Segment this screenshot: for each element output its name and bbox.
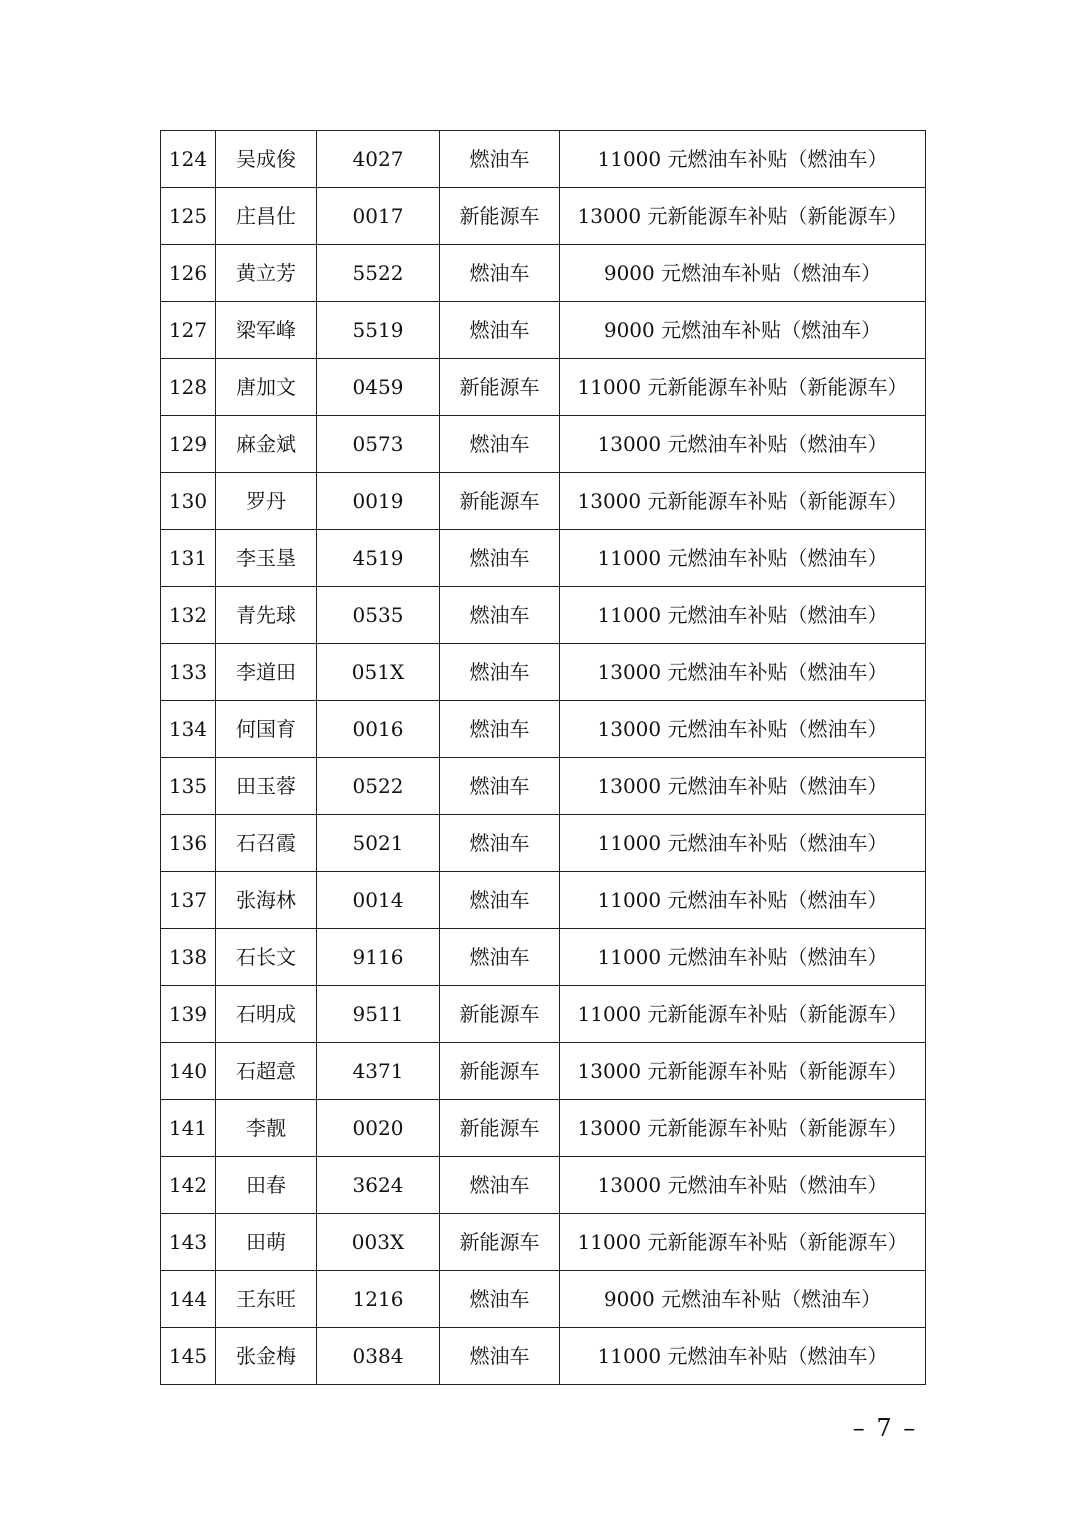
vehicle-type-cell: 燃油车 (440, 644, 560, 701)
name-cell: 罗丹 (216, 473, 317, 530)
row-index-cell: 132 (161, 587, 216, 644)
row-index-cell: 125 (161, 188, 216, 245)
vehicle-type-cell: 新能源车 (440, 986, 560, 1043)
vehicle-type-cell: 燃油车 (440, 872, 560, 929)
row-index-cell: 135 (161, 758, 216, 815)
subsidy-cell: 11000 元新能源车补贴（新能源车） (560, 359, 926, 416)
table-row (161, 188, 926, 245)
subsidy-cell: 11000 元燃油车补贴（燃油车） (560, 815, 926, 872)
subsidy-cell: 11000 元新能源车补贴（新能源车） (560, 986, 926, 1043)
name-cell: 庄昌仕 (216, 188, 317, 245)
name-cell: 李靓 (216, 1100, 317, 1157)
page-number: – 7 – (852, 1414, 918, 1442)
vehicle-type-cell: 燃油车 (440, 929, 560, 986)
table-row (161, 587, 926, 644)
table-body (161, 131, 926, 1385)
subsidy-cell: 13000 元燃油车补贴（燃油车） (560, 1157, 926, 1214)
table-row (161, 758, 926, 815)
vehicle-type-cell: 燃油车 (440, 131, 560, 188)
id-suffix-cell: 3624 (317, 1157, 440, 1214)
vehicle-type-cell: 燃油车 (440, 302, 560, 359)
vehicle-type-cell: 燃油车 (440, 1328, 560, 1385)
vehicle-type-cell: 燃油车 (440, 587, 560, 644)
row-index-cell: 136 (161, 815, 216, 872)
subsidy-cell: 13000 元新能源车补贴（新能源车） (560, 1043, 926, 1100)
id-suffix-cell: 0384 (317, 1328, 440, 1385)
vehicle-type-cell: 燃油车 (440, 1271, 560, 1328)
subsidy-cell: 9000 元燃油车补贴（燃油车） (560, 245, 926, 302)
table-row (161, 644, 926, 701)
subsidy-cell: 11000 元燃油车补贴（燃油车） (560, 587, 926, 644)
subsidy-cell: 11000 元燃油车补贴（燃油车） (560, 872, 926, 929)
vehicle-type-cell: 燃油车 (440, 530, 560, 587)
vehicle-type-cell: 新能源车 (440, 359, 560, 416)
id-suffix-cell: 4519 (317, 530, 440, 587)
name-cell: 吴成俊 (216, 131, 317, 188)
name-cell: 李道田 (216, 644, 317, 701)
name-cell: 田萌 (216, 1214, 317, 1271)
name-cell: 石长文 (216, 929, 317, 986)
id-suffix-cell: 051X (317, 644, 440, 701)
table-row (161, 1100, 926, 1157)
id-suffix-cell: 9116 (317, 929, 440, 986)
id-suffix-cell: 1216 (317, 1271, 440, 1328)
row-index-cell: 137 (161, 872, 216, 929)
subsidy-cell: 9000 元燃油车补贴（燃油车） (560, 1271, 926, 1328)
table-row (161, 530, 926, 587)
vehicle-type-cell: 燃油车 (440, 815, 560, 872)
vehicle-type-cell: 燃油车 (440, 416, 560, 473)
name-cell: 石明成 (216, 986, 317, 1043)
id-suffix-cell: 0573 (317, 416, 440, 473)
name-cell: 梁军峰 (216, 302, 317, 359)
table-row (161, 359, 926, 416)
id-suffix-cell: 0014 (317, 872, 440, 929)
table-row (161, 872, 926, 929)
table-row (161, 302, 926, 359)
row-index-cell: 140 (161, 1043, 216, 1100)
table-row (161, 473, 926, 530)
row-index-cell: 126 (161, 245, 216, 302)
name-cell: 石超意 (216, 1043, 317, 1100)
row-index-cell: 134 (161, 701, 216, 758)
id-suffix-cell: 003X (317, 1214, 440, 1271)
id-suffix-cell: 4371 (317, 1043, 440, 1100)
name-cell: 张金梅 (216, 1328, 317, 1385)
row-index-cell: 142 (161, 1157, 216, 1214)
id-suffix-cell: 0535 (317, 587, 440, 644)
subsidy-cell: 11000 元燃油车补贴（燃油车） (560, 131, 926, 188)
row-index-cell: 141 (161, 1100, 216, 1157)
subsidy-cell: 13000 元新能源车补贴（新能源车） (560, 473, 926, 530)
name-cell: 田玉蓉 (216, 758, 317, 815)
subsidy-cell: 13000 元新能源车补贴（新能源车） (560, 188, 926, 245)
vehicle-type-cell: 新能源车 (440, 473, 560, 530)
vehicle-type-cell: 燃油车 (440, 245, 560, 302)
id-suffix-cell: 0020 (317, 1100, 440, 1157)
row-index-cell: 144 (161, 1271, 216, 1328)
id-suffix-cell: 0016 (317, 701, 440, 758)
table-row (161, 1214, 926, 1271)
name-cell: 麻金斌 (216, 416, 317, 473)
vehicle-type-cell: 燃油车 (440, 758, 560, 815)
name-cell: 何国育 (216, 701, 317, 758)
id-suffix-cell: 9511 (317, 986, 440, 1043)
name-cell: 唐加文 (216, 359, 317, 416)
id-suffix-cell: 0459 (317, 359, 440, 416)
id-suffix-cell: 4027 (317, 131, 440, 188)
vehicle-type-cell: 新能源车 (440, 1214, 560, 1271)
name-cell: 田春 (216, 1157, 317, 1214)
vehicle-type-cell: 燃油车 (440, 1157, 560, 1214)
subsidy-cell: 11000 元燃油车补贴（燃油车） (560, 530, 926, 587)
name-cell: 石召霞 (216, 815, 317, 872)
row-index-cell: 124 (161, 131, 216, 188)
subsidy-cell: 13000 元新能源车补贴（新能源车） (560, 1100, 926, 1157)
subsidy-cell: 13000 元燃油车补贴（燃油车） (560, 758, 926, 815)
subsidy-cell: 9000 元燃油车补贴（燃油车） (560, 302, 926, 359)
vehicle-type-cell: 新能源车 (440, 1043, 560, 1100)
row-index-cell: 133 (161, 644, 216, 701)
row-index-cell: 129 (161, 416, 216, 473)
row-index-cell: 127 (161, 302, 216, 359)
name-cell: 王东旺 (216, 1271, 317, 1328)
vehicle-type-cell: 新能源车 (440, 1100, 560, 1157)
id-suffix-cell: 5522 (317, 245, 440, 302)
subsidy-table (160, 130, 926, 1385)
table-row (161, 986, 926, 1043)
table-row (161, 416, 926, 473)
table-row (161, 1271, 926, 1328)
subsidy-cell: 11000 元燃油车补贴（燃油车） (560, 929, 926, 986)
table-row (161, 1157, 926, 1214)
row-index-cell: 145 (161, 1328, 216, 1385)
subsidy-cell: 13000 元燃油车补贴（燃油车） (560, 701, 926, 758)
table-row (161, 131, 926, 188)
id-suffix-cell: 5021 (317, 815, 440, 872)
table-row (161, 1043, 926, 1100)
table-row (161, 245, 926, 302)
subsidy-cell: 13000 元燃油车补贴（燃油车） (560, 644, 926, 701)
row-index-cell: 131 (161, 530, 216, 587)
row-index-cell: 139 (161, 986, 216, 1043)
row-index-cell: 130 (161, 473, 216, 530)
subsidy-cell: 11000 元燃油车补贴（燃油车） (560, 1328, 926, 1385)
vehicle-type-cell: 燃油车 (440, 701, 560, 758)
row-index-cell: 138 (161, 929, 216, 986)
id-suffix-cell: 0019 (317, 473, 440, 530)
table-row (161, 1328, 926, 1385)
vehicle-type-cell: 新能源车 (440, 188, 560, 245)
row-index-cell: 128 (161, 359, 216, 416)
name-cell: 张海林 (216, 872, 317, 929)
id-suffix-cell: 0017 (317, 188, 440, 245)
row-index-cell: 143 (161, 1214, 216, 1271)
table-row (161, 815, 926, 872)
subsidy-cell: 11000 元新能源车补贴（新能源车） (560, 1214, 926, 1271)
name-cell: 李玉垦 (216, 530, 317, 587)
name-cell: 黄立芳 (216, 245, 317, 302)
subsidy-cell: 13000 元燃油车补贴（燃油车） (560, 416, 926, 473)
table-row (161, 929, 926, 986)
name-cell: 青先球 (216, 587, 317, 644)
id-suffix-cell: 0522 (317, 758, 440, 815)
id-suffix-cell: 5519 (317, 302, 440, 359)
table-row (161, 701, 926, 758)
